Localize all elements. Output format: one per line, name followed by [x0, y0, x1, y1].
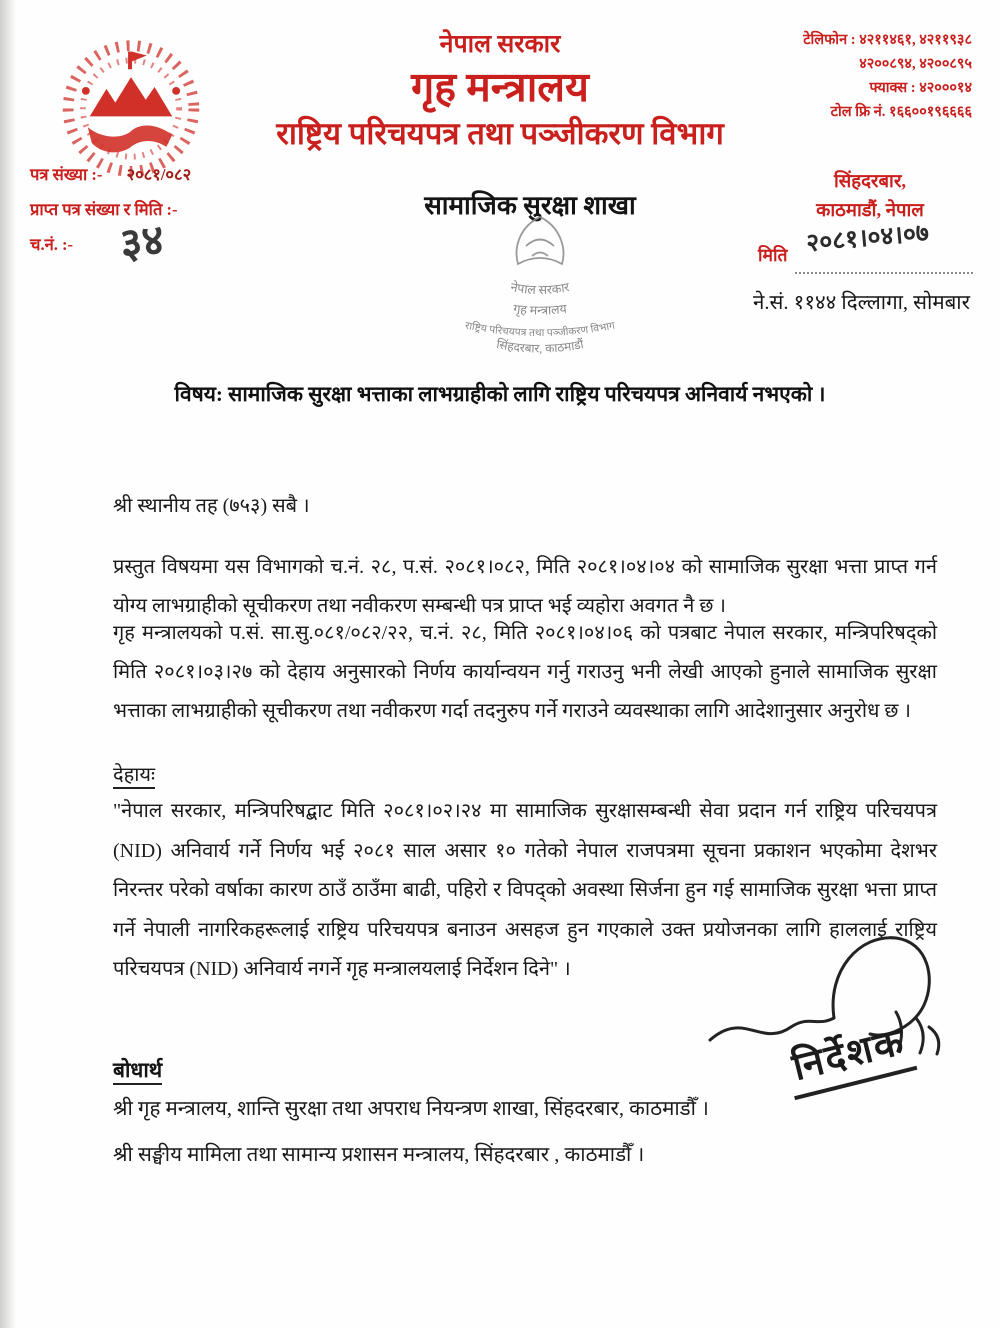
subject-line: विषय: सामाजिक सुरक्षा भत्ताका लाभग्राहीको लागि राष्ट्रिय परिचयपत्र अनिवार्य नभएको । — [174, 382, 826, 406]
date-handwritten: २०८१।०४।०७ — [805, 217, 931, 258]
stamp-line-2: गृह मन्त्रालय — [512, 301, 568, 318]
department-title: राष्ट्रिय परिचयपत्र तथा पञ्जीकरण विभाग — [276, 116, 724, 151]
svg-text:गृह मन्त्रालय — [512, 302, 568, 318]
body-paragraph-1: प्रस्तुत विषयमा यस विभागको च.नं. २८, प.सं. २०८१।०८२, मिति २०८१।०४।०४ को सामाजिक सुरक्षा भत्ता प्राप्त गर्न योग्य लाभग्राहीको सूचीकरण तथा नवीकरण सम्बन्धी पत्र प्राप्त भई व्यहोरा अवगत नै छ । — [113, 556, 937, 617]
phone-line-1: टेलिफोन : ४२११४६१, ४२११९३८ — [803, 32, 972, 48]
address-line-1: सिंहदरबार, — [833, 172, 907, 192]
decision-quote: "नेपाल सरकार, मन्त्रिपरिषद्बाट मिति २०८१।०२।२४ मा सामाजिक सुरक्षासम्बन्धी सेवा प्रदान गर्न राष्ट्रिय परिचयपत्र (NID) अनिवार्य गर्ने निर्णय भई २०८१ साल असार १० गतेको नेपाल राजपत्रमा सूचना प्रकाशन भएकोमा देशभर निरन्तर परेको वर्षाका कारण ठाउँ ठाउँमा बाढी, पहिरो र विपद्को अवस्था सिर्जना हुन गई सामाजिक सुरक्षा भत्ता प्राप्त गर्ने नेपाली नागरिकहरूलाई राष्ट्रिय परिचयपत्र बनाउन असहज हुन गएकाले उक्त प्रयोजनका लागि हाललाई राष्ट्रिय परिचयपत्र (NID) अनिवार्य नगर्ने गृह मन्त्रालयलाई निर्देशन दिने" । — [113, 800, 937, 980]
ministry-title: गृह मन्त्रालय — [411, 64, 589, 110]
salutation: श्री स्थानीय तह (७५३) सबै । — [113, 495, 310, 517]
letter-number-value: २०८१/०८२ — [126, 165, 192, 184]
letter-number-row — [30, 162, 191, 185]
dispatch-number-label: च.नं. :- — [30, 235, 73, 254]
dispatch-number-handwritten: ३४ — [117, 214, 167, 269]
received-letter-label: प्राप्त पत्र संख्या र मिति :- — [30, 200, 178, 219]
director-designation-stamp: निर्देशक — [781, 1012, 918, 1100]
office-round-stamp — [423, 212, 661, 364]
address-line-2: काठमाडौं, नेपाल — [816, 201, 924, 221]
stamp-line-1: नेपाल सरकार — [509, 280, 571, 298]
phone-line-2: ४२००८९४, ४२००८९५ — [859, 56, 972, 72]
svg-text:राष्ट्रिय परिचयपत्र तथा पञ्जीक — [464, 320, 617, 339]
svg-text:सिंहदरबार, काठमाडौं — [495, 337, 585, 356]
office-address-block — [770, 168, 970, 226]
cc-item-1: श्री गृह मन्त्रालय, शान्ति सुरक्षा तथा अपराध नियन्त्रण शाखा, सिंहदरबार, काठमाडौँ । — [113, 1098, 709, 1120]
body-paragraph-2: गृह मन्त्रालयको प.सं. सा.सु.०८१/०८२/२२, च.नं. २८, मिति २०८१।०४।०६ को पत्रबाट नेपाल सरकार, मन्त्रिपरिषद्को मिति २०८१।०३।२७ को देहाय अनुसारको निर्णय कार्यान्वयन गर्नु गराउनु भनी लेखी आएको हुनाले सामाजिक सुरक्षा भत्ताका लाभग्राहीको सूचीकरण तथा नवीकरण गर्दा तदनुरुप गर्ने गराउने व्यवस्थाका लागि आदेशानुसार अनुरोध छ । — [113, 622, 937, 722]
stamp-line-4: सिंहदरबार, काठमाडौं — [495, 337, 585, 356]
tollfree-line: टोल फ्रि नं. १६६००१९६६६६ — [830, 104, 972, 120]
dehaya-label: देहायः — [113, 756, 937, 795]
dispatch-number-row — [30, 232, 73, 255]
contact-block — [803, 28, 972, 124]
nepal-sambat-date: ने.सं. ११४४ दिल्लागा, सोमबार — [753, 292, 970, 314]
fax-line: फ्याक्स : ४२०००१४ — [869, 80, 972, 96]
date-dotted-line — [795, 272, 973, 274]
cc-heading: बोधार्थ — [113, 1056, 162, 1084]
date-label: मिति — [758, 245, 788, 265]
government-title: नेपाल सरकार — [439, 31, 561, 58]
svg-text:नेपाल सरकार — [509, 279, 571, 297]
cc-item-2: श्री सङ्घीय मामिला तथा सामान्य प्रशासन मन्त्रालय, सिंहदरबार , काठमाडौँ । — [113, 1144, 645, 1166]
branch-title: सामाजिक सुरक्षा शाखा — [424, 191, 636, 220]
letter-number-label: पत्र संख्या :- — [30, 165, 103, 184]
stamp-line-3: राष्ट्रिय परिचयपत्र तथा पञ्जीकरण विभाग — [464, 320, 616, 340]
